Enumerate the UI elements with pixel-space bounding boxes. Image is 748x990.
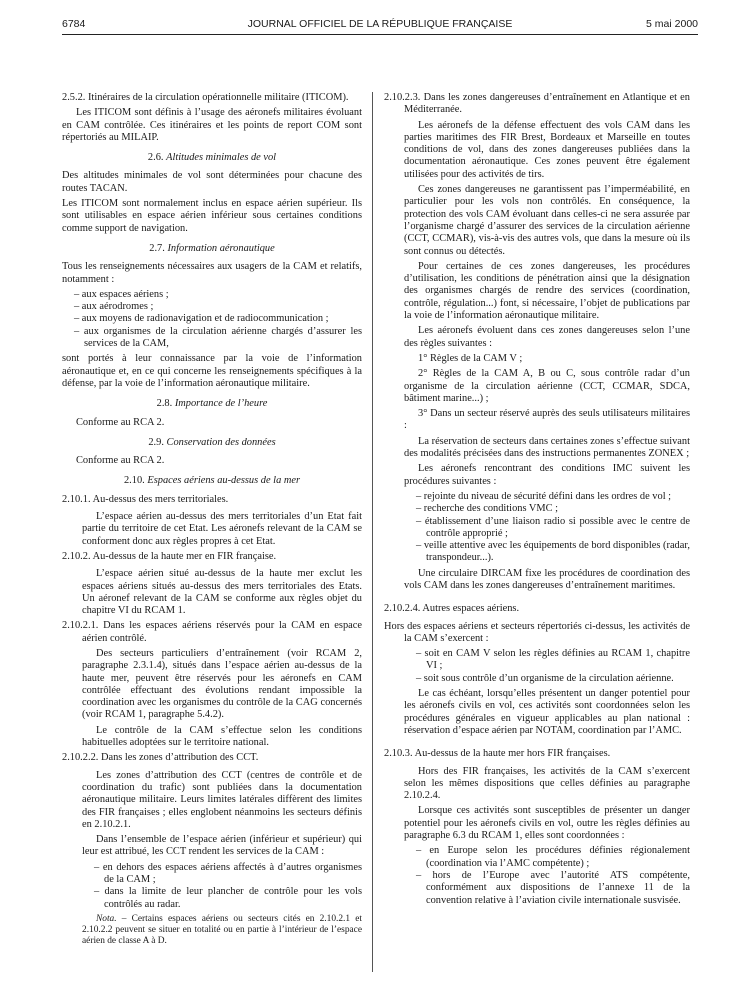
section-number: 2.7.: [149, 242, 165, 254]
section-2-10-3-title: 2.10.3. Au-dessus de la haute mer hors FIR françaises.: [384, 748, 611, 760]
list-item: – aux espaces aériens ;: [74, 288, 169, 300]
section-number: 2.10.: [123, 475, 145, 487]
paragraph: Une circulaire DIRCAM fixe les procédures de coordination des vols CAM dans les zones dangereuses d’entraînement maritimes.: [404, 567, 690, 591]
paragraph: L’espace aérien au-dessus des mers territoriales d’un Etat fait partie du territoire de cet Etat. Les aéronefs relevant de la CAM se conforment donc aux règles propres à cet Etat.: [82, 511, 362, 547]
section-2-10-2-1-title: 2.10.2.1. Dans les espaces aériens réservés pour la CAM en espace aérien contrôlé.: [62, 620, 362, 644]
rule-item: 1° Règles de la CAM V ;: [418, 352, 523, 364]
paragraph: Dans l’ensemble de l’espace aérien (inférieur et supérieur) qui leur est attribué, les CCT rendent les services de la CAM :: [82, 834, 362, 858]
list: [384, 491, 690, 565]
section-2-10-2-4-title: 2.10.2.4. Autres espaces aériens.: [384, 603, 520, 615]
section-2-8-heading: [62, 398, 362, 410]
section-2-5-2-text: Les ITICOM sont définis à l’usage des aéronefs militaires évoluant en CAM contrôlée. Ces itinéraires et les points de report COM sont répertoriés au MILAIP.: [62, 107, 362, 143]
section-2-10-2-title: 2.10.2. Au-dessus de la haute mer en FIR française.: [62, 550, 277, 562]
journal-title: JOURNAL OFFICIEL DE LA RÉPUBLIQUE FRANÇAISE: [247, 18, 513, 30]
spacer: [384, 740, 690, 748]
spacer: [384, 595, 690, 603]
section-2-10-2-2-title: 2.10.2.2. Dans les zones d’attribution des CCT.: [62, 752, 259, 764]
section-2-10-1-title: 2.10.1. Au-dessus des mers territoriales.: [62, 493, 229, 505]
section-2-5-2-title: 2.5.2. Itinéraires de la circulation opérationnelle militaire (ITICOM).: [62, 92, 349, 103]
list-item: – soit en CAM V selon les règles définies au RCAM 1, chapitre VI ;: [416, 648, 690, 672]
right-column: [384, 92, 690, 910]
paragraph: Les aéronefs rencontrant des conditions IMC suivent les procédures suivantes :: [404, 463, 690, 487]
list: [62, 289, 362, 350]
paragraph: Hors des FIR françaises, les activités de la CAM s’exercent selon les mêmes dispositions que celles définies au paragraphe 2.10.2.4.: [404, 765, 690, 802]
list-item: – soit sous contrôle d’un organisme de la circulation aérienne.: [416, 672, 674, 684]
list-item: – aux moyens de radionavigation et de radiocommunication ;: [74, 313, 329, 325]
rule-item: 2° Règles de la CAM A, B ou C, sous contrôle radar d’un organisme de la circulation aérienne (CCT, CCMAR, SDCA, bâtiment marine...) ;: [404, 368, 690, 404]
list: [62, 862, 362, 911]
section-number: 2.8.: [156, 398, 173, 410]
paragraph: Lorsque ces activités sont susceptibles de présenter un danger potentiel pour les aéronefs civils en vol, outre les règles définies au paragraphe 6.3 du RCAM 1, elles sont coordonnées :: [404, 805, 690, 842]
paragraph: Ces zones dangereuses ne garantissent pas l’imperméabilité, en particulier pour les vols non contrôlés. En conséquence, la protection des vols CAM évoluant dans celles-ci ne sera assurée par l’organisme chargé d’assurer des services de la circulation aérienne (CCT, CCMAR), vis-à-vis des autres vols, que dans la mesure où ils sont connus ou détectés.: [404, 184, 690, 257]
list-item: – dans la limite de leur plancher de contrôle pour les vols contrôlés au radar.: [94, 886, 362, 910]
list-item: – hors de l’Europe avec l’autorité ATS compétente, conformément aux dispositions de l’annexe 11 de la convention relative à l’aviation civile internationale susvisée.: [416, 869, 690, 906]
section-title: Espaces aériens au-dessus de la mer: [147, 475, 301, 487]
list: [384, 845, 690, 906]
paragraph: Des altitudes minimales de vol sont déterminées pour chacune des routes TACAN.: [62, 170, 362, 194]
section-number: 2.9.: [148, 436, 164, 448]
rule-item: 3° Dans un secteur réservé auprès des seuls utilisateurs militaires :: [404, 408, 690, 432]
section-number: 2.6.: [147, 152, 164, 164]
section-2-9-heading: [62, 437, 362, 449]
section-title: Information aéronautique: [167, 242, 275, 254]
list-item: – rejointe du niveau de sécurité défini dans les ordres de vol ;: [416, 490, 672, 502]
paragraph: Des secteurs particuliers d’entraînement (voir RCAM 2, paragraphe 2.3.1.4), situés dans l’espace aérien au-dessus de la haute mer, peuvent être réservés pour les aéronefs en CAM contrôlée effectuant des évolutions rendant impossible la coordination avec les organismes du contrôle de la CAG concernés (voir RCAM 1, paragraphe 5.4.2).: [82, 647, 362, 721]
list-item: – aux aérodromes ;: [74, 301, 154, 313]
paragraph: Les ITICOM sont normalement inclus en espace aérien supérieur. Ils sont utilisables en espace aérien inférieur sous certaines conditions comme support de navigation.: [62, 198, 362, 234]
paragraph: Tous les renseignements nécessaires aux usagers de la CAM et relatifs, notamment :: [62, 261, 362, 285]
list-item: – veille attentive avec les équipements de bord disponibles (radar, transpondeur...).: [416, 540, 690, 564]
paragraph: Le cas échéant, lorsqu’elles présentent un danger potentiel pour les aéronefs civils en vol, ces activités sont coordonnées selon les procédures générales en vigueur applicables au plan national : réservation d’espace aérien par NOTAM, coordination par l’AMC.: [404, 688, 690, 736]
page-number: 6784: [62, 18, 86, 30]
paragraph: Hors des espaces aériens et secteurs répertoriés ci-dessus, les activités de la CAM s’exercent :: [384, 620, 690, 644]
paragraph: Conforme au RCA 2.: [76, 455, 165, 467]
paragraph: La réservation de secteurs dans certaines zones s’effectue suivant des modalités précisées dans des instructions permanentes ZONEX ;: [404, 435, 690, 460]
paragraph: Les zones d’attribution des CCT (centres de contrôle et de coordination du trafic) sont publiées dans la documentation aéronautique militaire. Leurs limites latérales diffèrent des limites des FIR françaises ; elles englobent néanmoins les secteurs définis en 2.10.2.1.: [82, 769, 362, 830]
list-item: – recherche des conditions VMC ;: [416, 503, 559, 515]
paragraph: Les aéronefs de la défense effectuent des vols CAM dans les parties maritimes des FIR Brest, Bordeaux et Marseille en toutes conditions de vol, dans des zones dangereuses publiées dans la documentation aéronautique. Ces zones peuvent être également utilisées pour des activités de tirs.: [404, 119, 690, 180]
column-divider: [372, 92, 373, 972]
paragraph: Le contrôle de la CAM s’effectue selon les conditions habituelles adoptées sur le territoire national.: [82, 724, 362, 749]
left-column: [62, 92, 362, 950]
section-2-6-heading: [62, 152, 362, 164]
note-text: – Certains espaces aériens ou secteurs cités en 2.10.2.1 et 2.10.2.2 peuvent se situer en totalité ou en partie à l’intérieur de l’espace aérien de classe A à D.: [82, 913, 362, 946]
section-2-10-heading: [62, 475, 362, 487]
note-label: Nota.: [96, 913, 117, 924]
section-title: Altitudes minimales de vol: [166, 152, 277, 164]
section-title: Conservation des données: [166, 436, 276, 448]
list: [384, 648, 690, 685]
section-title: Importance de l’heure: [174, 398, 268, 410]
section-2-10-2-3-title: 2.10.2.3. Dans les zones dangereuses d’entraînement en Atlantique et en Méditerranée.: [384, 92, 690, 116]
list-item: – aux organismes de la circulation aérienne chargés d’assurer les services de la CAM,: [74, 325, 362, 350]
list-item: – établissement d’une liaison radio si possible avec le centre de contrôle approprié ;: [416, 515, 690, 539]
page-header: [62, 18, 698, 35]
paragraph: L’espace aérien situé au-dessus de la haute mer exclut les espaces aériens situés au-dessus des mers territoriales des Etats. Un aéronef relevant de la CAM se conforme aux règles objet du chapitre VI du RCAM 1.: [82, 568, 362, 617]
note: [62, 914, 362, 947]
paragraph: Pour certaines de ces zones dangereuses, les procédures d’utilisation, les conditions de pénétration ainsi que la désignation des organismes chargés de rendre des services (coordination, contrôle, régulation...) font, si nécessaire, l’objet de publications par la voie de l’information aéronautique militaire.: [404, 260, 690, 322]
paragraph: Les aéronefs évoluent dans ces zones dangereuses selon l’une des règles suivantes :: [404, 325, 690, 349]
paragraph: sont portés à leur connaissance par la voie de l’information aéronautique et, en ce qui concerne les renseignements spécifiques à la défense, par la voie de l’information aéronautique militaire.: [62, 353, 362, 389]
section-2-7-heading: [62, 243, 362, 255]
paragraph: Conforme au RCA 2.: [76, 416, 165, 428]
list-item: – en dehors des espaces aériens affectés à d’autres organismes de la CAM ;: [94, 861, 362, 886]
list-item: – en Europe selon les procédures définies régionalement (coordination via l’AMC compétente) ;: [416, 845, 690, 869]
publication-date: 5 mai 2000: [646, 18, 698, 30]
